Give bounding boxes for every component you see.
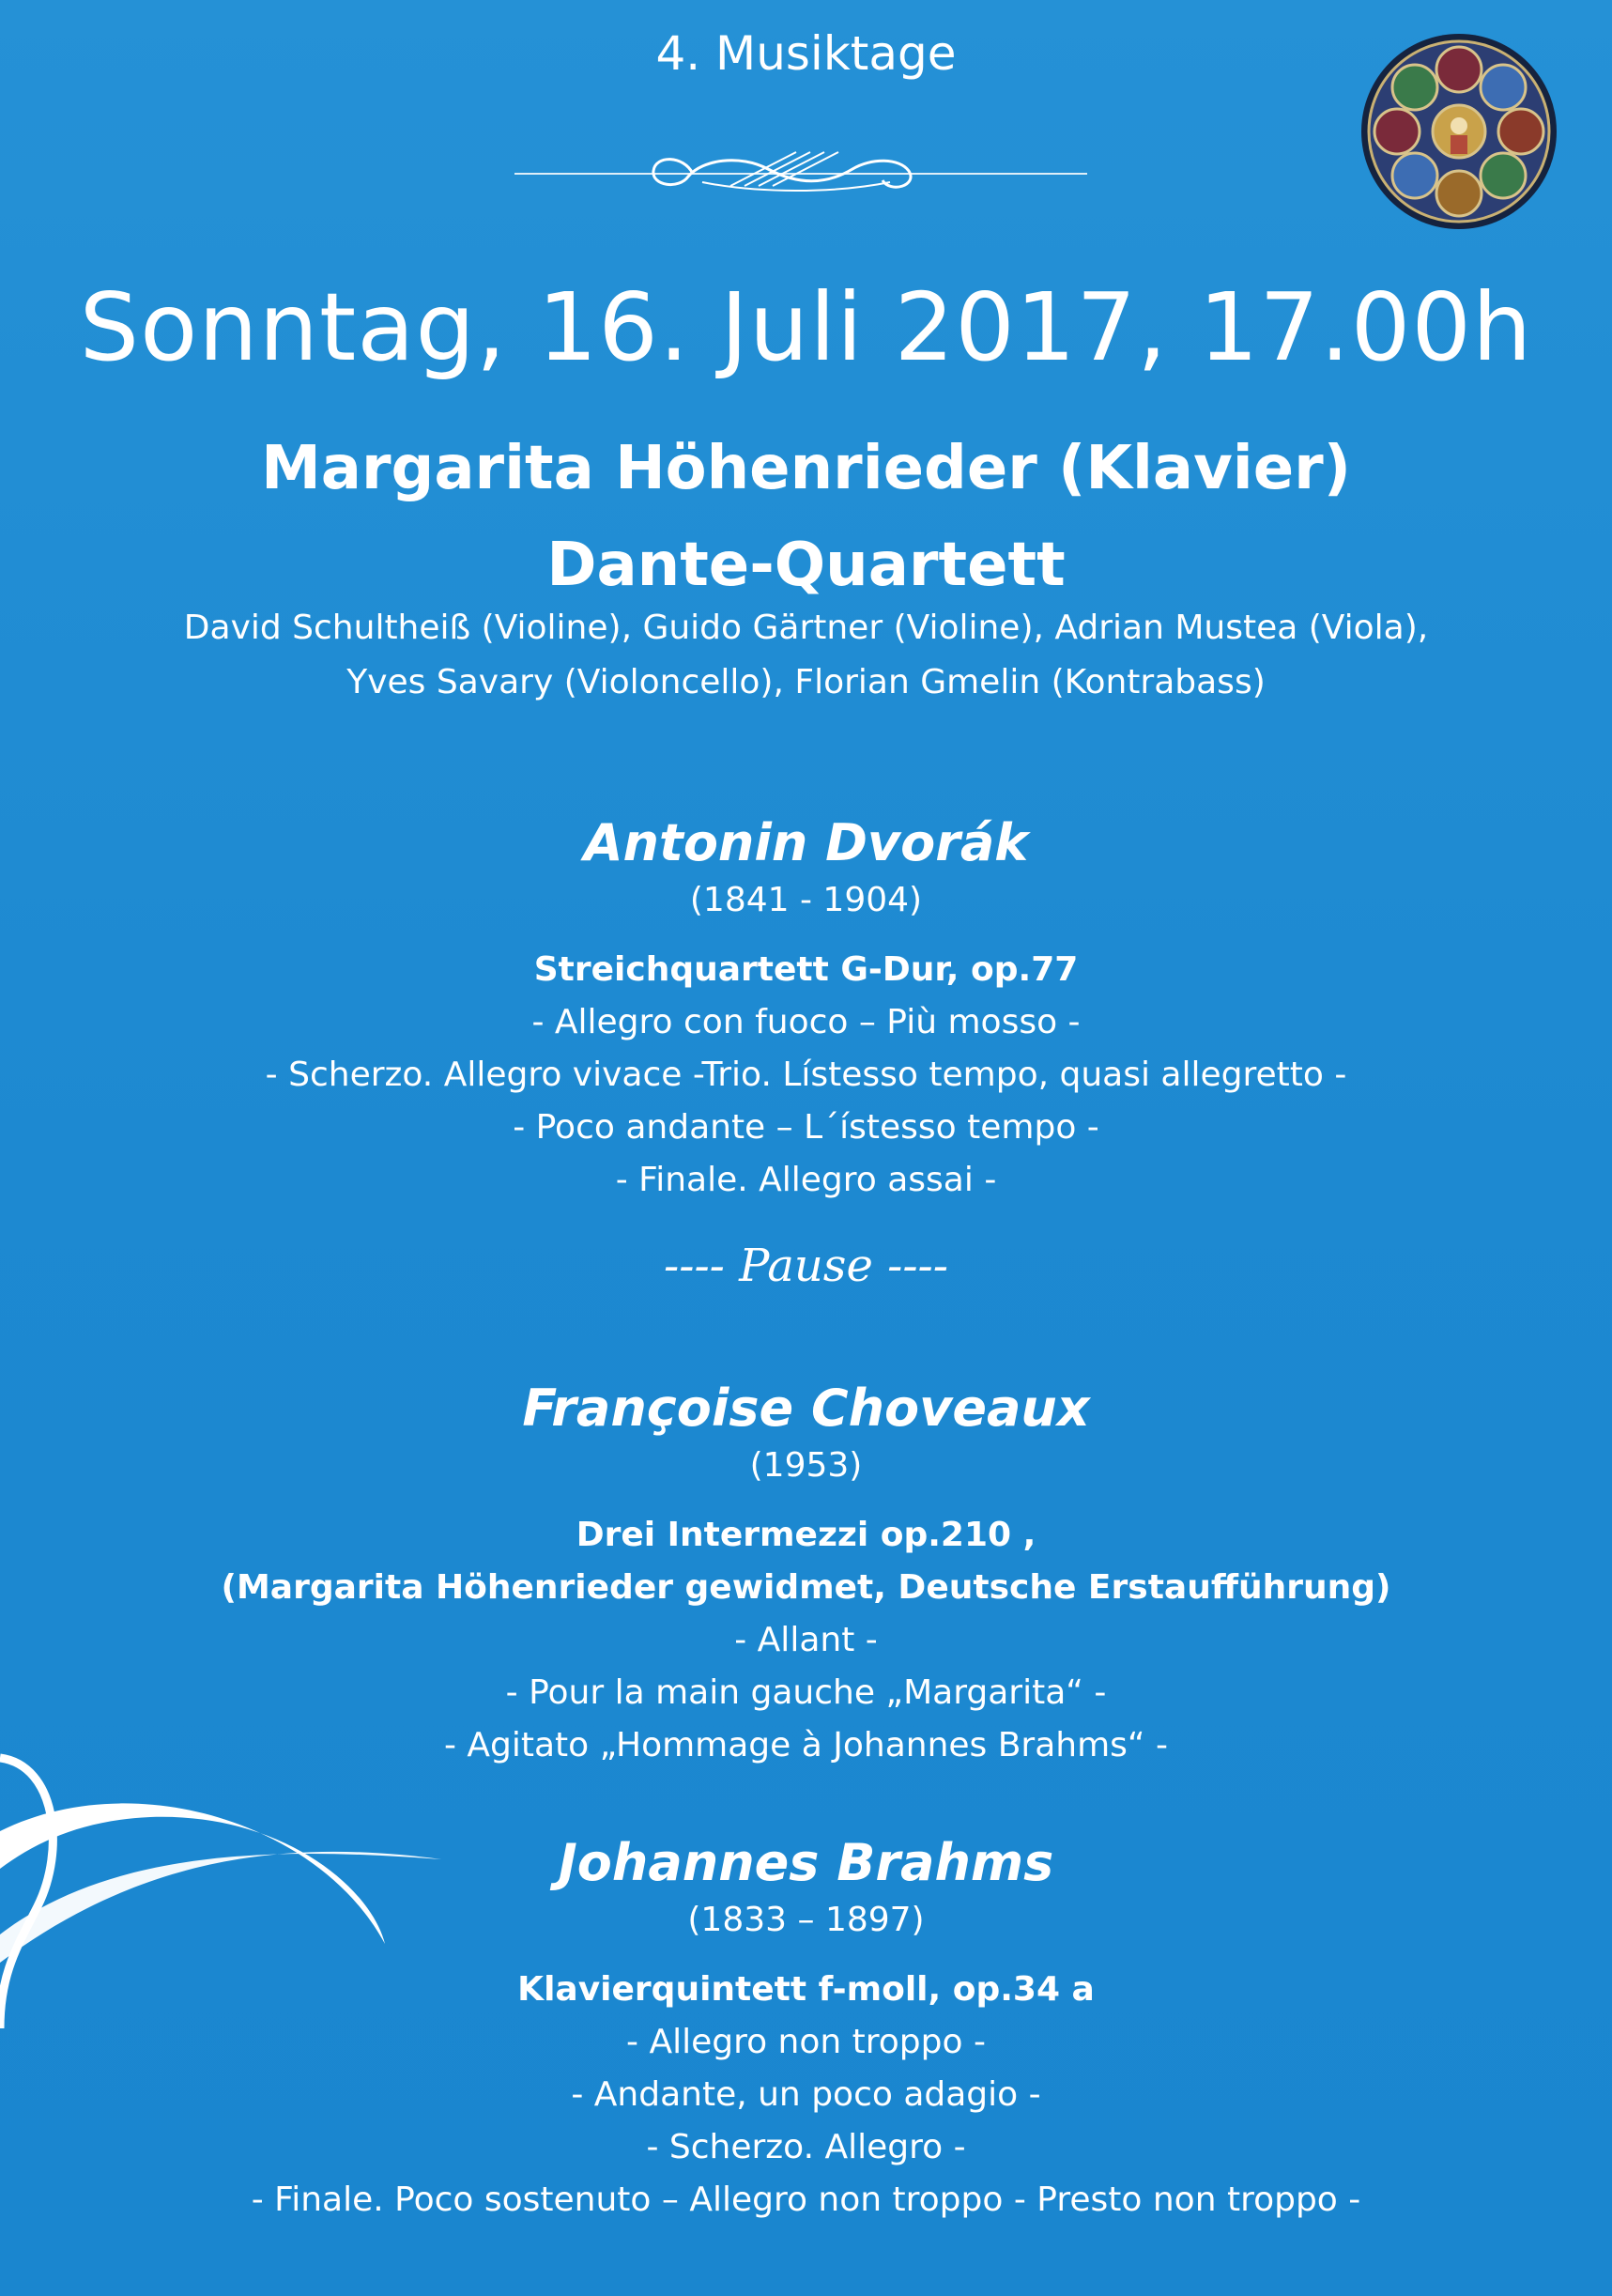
movement-item: - Finale. Poco sostenuto – Allegro non troppo - Presto non troppo -: [251, 2180, 1361, 2219]
composer-years: (1833 – 1897): [687, 1901, 925, 1939]
movement-item: - Scherzo. Allegro vivace -Trio. Lístesso tempo, quasi allegretto -: [265, 1056, 1347, 1094]
work-title: Drei Intermezzi op.210 ,: [576, 1516, 1036, 1554]
composer-name: Johannes Brahms: [558, 1833, 1054, 1892]
work-title: Streichquartett G-Dur, op.77: [533, 950, 1079, 989]
decorative-swirl-icon: [0, 1747, 451, 2057]
composer-name: Françoise Choveaux: [522, 1379, 1090, 1438]
movement-item: - Poco andante – L´ístesso tempo -: [513, 1108, 1099, 1147]
date-time-heading: Sonntag, 16. Juli 2017, 17.00h: [79, 272, 1533, 382]
event-label: 4. Musiktage: [655, 26, 957, 81]
composer-years: (1841 - 1904): [689, 881, 923, 919]
work-title: Klavierquintett f-moll, op.34 a: [517, 1970, 1095, 2009]
ensemble-members-line: David Schultheiß (Violine), Guido Gärtner (Violine), Adrian Mustea (Viola),: [183, 609, 1429, 647]
movement-item: - Allegro con fuoco – Più mosso -: [531, 1003, 1081, 1041]
movement-item: - Agitato „Hommage à Johannes Brahms“ -: [443, 1726, 1169, 1764]
composer-years: (1953): [749, 1446, 863, 1485]
flourish-ornament-icon: [514, 141, 1087, 207]
movement-item: - Allegro non troppo -: [626, 2023, 986, 2061]
pause-divider: ---- Pause ----: [664, 1240, 948, 1292]
movement-item: - Allant -: [734, 1621, 878, 1659]
movement-item: - Pour la main gauche „Margarita“ -: [505, 1673, 1107, 1712]
movement-item: - Andante, un poco adagio -: [571, 2075, 1041, 2114]
ensemble-heading: Dante-Quartett: [546, 531, 1066, 600]
artist-heading: Margarita Höhenrieder (Klavier): [261, 434, 1351, 503]
movement-item: - Scherzo. Allegro -: [646, 2128, 966, 2166]
work-dedication: (Margarita Höhenrieder gewidmet, Deutsche Erstaufführung): [221, 1568, 1391, 1607]
rose-window-icon: [1359, 32, 1558, 231]
movement-item: - Finale. Allegro assai -: [615, 1161, 997, 1199]
ensemble-members-line: Yves Savary (Violoncello), Florian Gmelin (Kontrabass): [346, 663, 1266, 701]
composer-name: Antonin Dvorák: [583, 813, 1029, 872]
